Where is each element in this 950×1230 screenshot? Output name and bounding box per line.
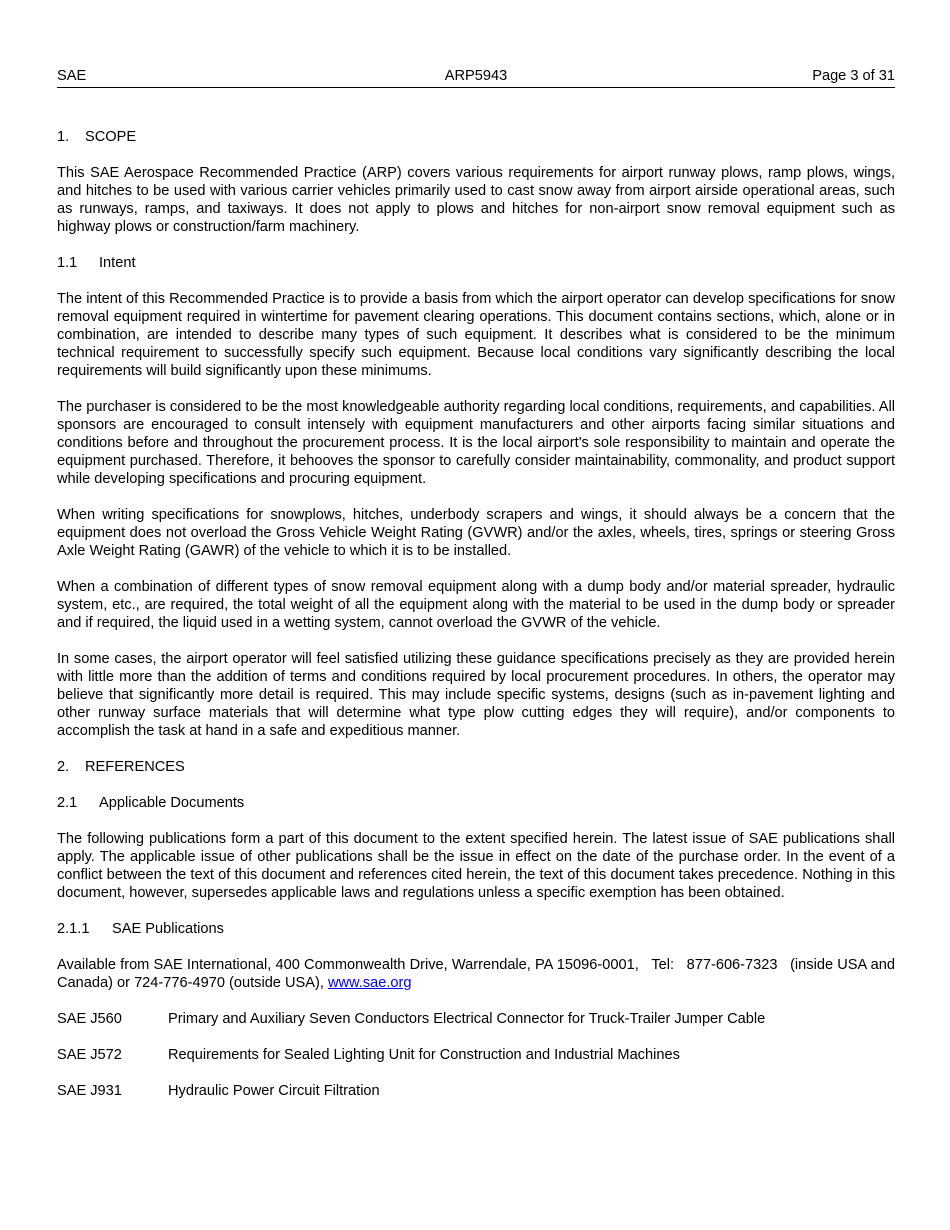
reference-entry xyxy=(57,1082,895,1100)
section-number: 2.1 xyxy=(57,795,78,811)
sae-website-link[interactable]: www.sae.org xyxy=(327,975,412,991)
reference-title: Requirements for Sealed Lighting Unit for Construction and Industrial Machines xyxy=(168,1047,680,1063)
sae-availability-paragraph xyxy=(57,956,895,992)
intent-paragraph-4: When a combination of different types of snow removal equipment along with a dump body and/or material spreader, hydraulic system, etc., are required, the total weight of all the equipment along with the material to be used in the dump body or spreader and if required, the liquid used in a wetting system, cannot overload the GVWR of the vehicle. xyxy=(57,579,895,631)
reference-title: Hydraulic Power Circuit Filtration xyxy=(168,1083,380,1099)
header-organization: SAE xyxy=(57,68,87,84)
section-number: 1.1 xyxy=(57,255,78,271)
section-1-1-heading xyxy=(57,254,895,272)
reference-entry xyxy=(57,1010,895,1028)
section-title: SCOPE xyxy=(85,129,137,145)
header-page-number: Page 3 of 31 xyxy=(812,68,895,84)
intent-paragraph-1: The intent of this Recommended Practice is to provide a basis from which the airport operator can develop specifications for snow removal equipment required in wintertime for pavement clearing operations. This document contains sections, which, alone or in combination, are intended to describe many types of such equipment. It describes what is considered to be the minimum technical requirement to successfully specify such equipment. Because local conditions vary significantly describing the local requirements will build significantly upon these minimums. xyxy=(57,291,895,379)
section-number: 2. xyxy=(57,759,70,775)
document-body xyxy=(57,128,895,1118)
section-2-1-1-heading xyxy=(57,920,895,938)
section-number: 2.1.1 xyxy=(57,921,90,937)
reference-code: SAE J931 xyxy=(57,1083,122,1099)
section-number: 1. xyxy=(57,129,70,145)
intent-paragraph-2: The purchaser is considered to be the most knowledgeable authority regarding local conditions, requirements, and capabilities. All sponsors are encouraged to consult intensely with equipment manufacturers and other airports facing similar situations and conditions before and throughout the procurement process. It is the local airport's sole responsibility to maintain and operate the equipment purchased. Therefore, it behooves the sponsor to carefully consider maintainability, commonality, and product support while developing specifications and procuring equipment. xyxy=(57,399,895,487)
reference-title: Primary and Auxiliary Seven Conductors Electrical Connector for Truck-Trailer Jumper Cable xyxy=(168,1011,766,1027)
section-title: Applicable Documents xyxy=(99,795,245,811)
reference-code: SAE J572 xyxy=(57,1047,122,1063)
section-1-heading xyxy=(57,128,895,146)
section-title: Intent xyxy=(99,255,136,271)
availability-text: Available from SAE International, 400 Commonwealth Drive, Warrendale, PA 15096-0001, Tel: 877-606-7323 (inside USA and Canada) or 724-776-4970 (outside USA), xyxy=(57,957,895,991)
page-header xyxy=(57,67,895,88)
intent-paragraph-3: When writing specifications for snowplows, hitches, underbody scrapers and wings, it should always be a concern that the equipment does not overload the Gross Vehicle Weight Rating (GVWR) and/or the axles, wheels, tires, springs or steering Gross Axle Weight Rating (GAWR) of the vehicle to which it is to be installed. xyxy=(57,507,895,559)
applicable-documents-paragraph: The following publications form a part of this document to the extent specified herein. The latest issue of SAE publications shall apply. The applicable issue of other publications shall be the issue in effect on the date of the purchase order. In the event of a conflict between the text of this document and references cited herein, the text of this document takes precedence. Nothing in this document, however, supersedes applicable laws and regulations unless a specific exemption has been obtained. xyxy=(57,831,895,901)
section-title: SAE Publications xyxy=(112,921,224,937)
intent-paragraph-5: In some cases, the airport operator will feel satisfied utilizing these guidance specifications precisely as they are provided herein with little more than the addition of terms and conditions required by local procurement procedures. In others, the operator may believe that significantly more detail is required. This may include specific systems, designs (such as in-pavement lighting and other runway surface materials that will determine what type plow cutting edges they will require), and/or components to accomplish the task at hand in a safe and expeditious manner. xyxy=(57,651,895,739)
reference-code: SAE J560 xyxy=(57,1011,122,1027)
section-title: REFERENCES xyxy=(85,759,185,775)
section-2-heading xyxy=(57,758,895,776)
reference-entry xyxy=(57,1046,895,1064)
section-2-1-heading xyxy=(57,794,895,812)
scope-paragraph: This SAE Aerospace Recommended Practice (ARP) covers various requirements for airport runway plows, ramp plows, wings, and hitches to be used with various carrier vehicles primarily used to cast snow away from airport airside operational areas, such as runways, ramps, and taxiways. It does not apply to plows and hitches for non-airport snow removal equipment such as highway plows or construction/farm machinery. xyxy=(57,165,895,235)
header-document-number: ARP5943 xyxy=(444,68,508,84)
